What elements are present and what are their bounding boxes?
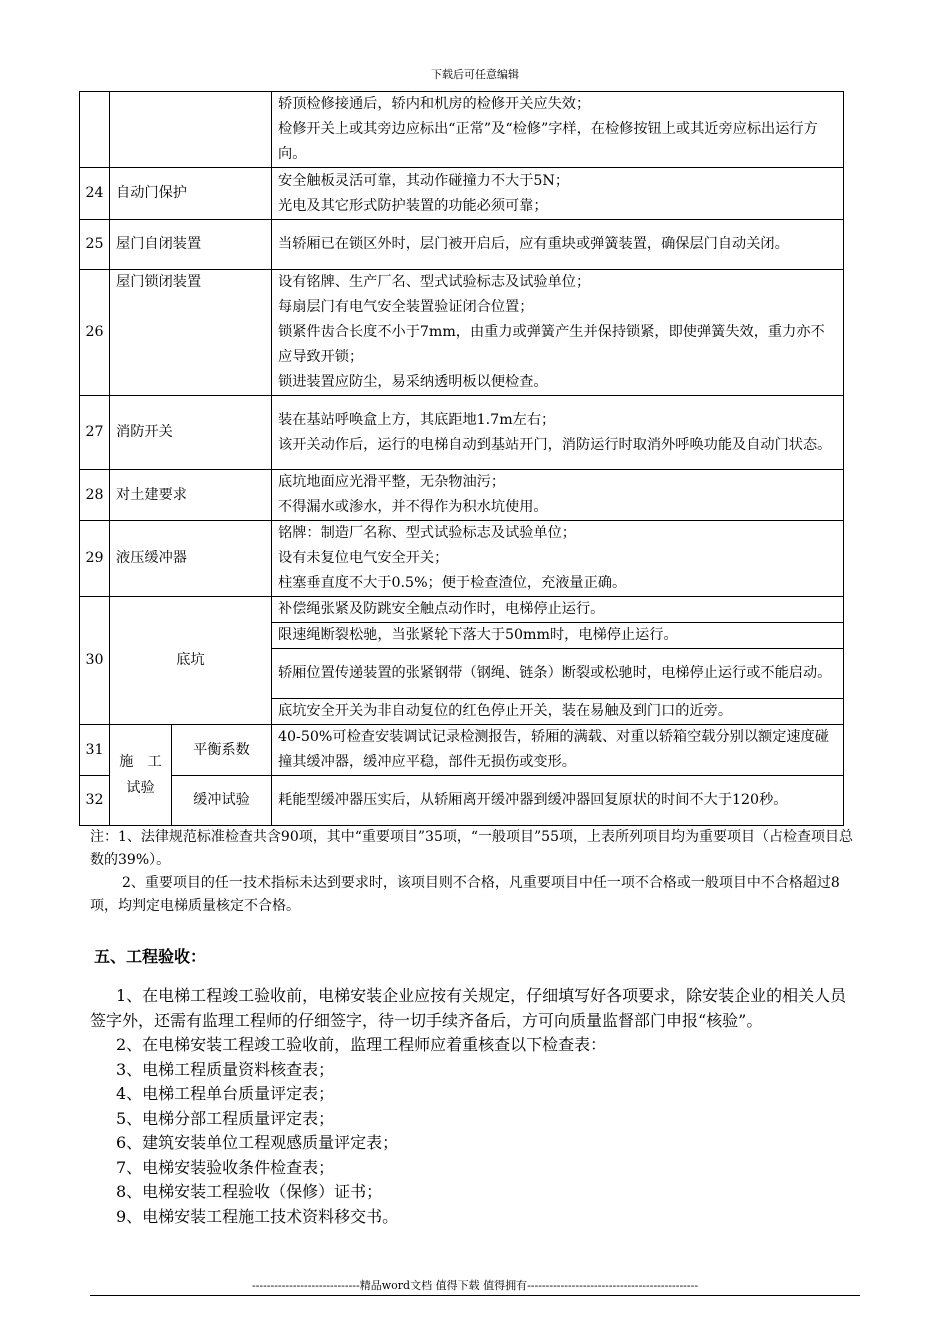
row-number-cell: 29 xyxy=(80,521,110,597)
paragraph: 5、电梯分部工程质量评定表； xyxy=(116,1108,335,1128)
requirement-line: 当轿厢已在锁区外时，层门被开启后，应有重块或弹簧装置，确保层门自动关闭。 xyxy=(278,236,789,252)
row-number-cell: 24 xyxy=(80,168,110,220)
requirement-line: 装在基站呼唤盒上方，其底距地1.7m左右； xyxy=(278,411,556,428)
row-number-cell: 25 xyxy=(80,220,110,270)
requirement-line: 锁紧件齿合长度不小于7mm，由重力或弹簧产生并保持锁紧，即使弹簧失效，重力亦不应导致开锁； xyxy=(278,324,825,365)
requirement-cell: 底坑安全开关为非自动复位的红色停止开关，装在易触及到门口的近旁。 xyxy=(272,699,844,725)
item-cell: 屋门自闭装置 xyxy=(110,220,272,270)
requirement-cell xyxy=(272,220,844,270)
table-notes xyxy=(90,826,860,918)
table-row xyxy=(80,776,844,826)
requirement-line: 锁进装置应防尘，易采纳透明板以便检查。 xyxy=(278,374,548,390)
requirement-line: 柱塞垂直度不大于0.5%；便于检查渣位，充液量正确。 xyxy=(278,575,627,591)
item-cell: 屋门锁闭装置 xyxy=(110,270,272,396)
item-cell: 底坑 xyxy=(110,597,272,725)
table-row xyxy=(80,470,844,521)
requirement-cell: 耗能型缓冲器压实后，从轿厢离开缓冲器到缓冲器回复原状的时间不大于120秒。 xyxy=(272,776,844,826)
requirement-line: 每扇层门有电气安全装置验证闭合位置； xyxy=(278,299,534,315)
requirement-line: 该开关动作后，运行的电梯自动到基站开门，消防运行时取消外呼唤功能及自动门状态。 xyxy=(278,436,832,453)
inspection-table xyxy=(79,91,844,826)
row-number-cell: 27 xyxy=(80,396,110,470)
requirement-cell xyxy=(272,396,844,470)
table-row xyxy=(80,396,844,470)
requirement-cell: 40-50%可检查安装调试记录检测报告，轿厢的满载、对重以轿箱空载分别以额定速度碰撞其缓冲器，缓冲应平稳，部件无损伤或变形。 xyxy=(272,725,844,776)
requirement-line: 光电及其它形式防护装置的功能必须可靠； xyxy=(278,197,548,214)
row-number-cell: 31 xyxy=(80,725,110,776)
paragraph: 8、电梯安装工程验收（保修）证书； xyxy=(116,1182,383,1201)
requirement-line: 不得漏水或渗水，并不得作为积水坑使用。 xyxy=(278,499,548,515)
paragraph: 3、电梯工程质量资料核查表； xyxy=(116,1059,335,1079)
footer-divider xyxy=(90,1295,860,1296)
table-row xyxy=(80,92,844,168)
group-cell: 施 工 试验 xyxy=(110,725,172,826)
section-title: 五、工程验收： xyxy=(94,947,207,966)
requirement-cell: 限速绳断裂松驰，当张紧轮下落大于50mm时，电梯停止运行。 xyxy=(272,623,844,649)
requirement-line: 轿顶检修接通后，轿内和机房的检修开关应失效； xyxy=(278,96,591,112)
requirement-line: 检修开关上或其旁边应标出“正常”及“检修”字样，在检修按钮上或其近旁应标出运行方向。 xyxy=(278,121,818,162)
row-number-cell: 32 xyxy=(80,776,110,826)
requirement-line: 安全触板灵活可靠，其动作碰撞力不大于5N； xyxy=(278,172,570,189)
header-note: 下载后可任意编辑 xyxy=(431,68,519,81)
requirement-cell xyxy=(272,92,844,168)
note-2: 2、重要项目的任一技术指标未达到要求时，该项目则不合格，凡重要项目中任一项不合格或一般项目中不合格超过8项，均判定电梯质量核定不合格。 xyxy=(90,875,840,914)
table-row xyxy=(80,168,844,220)
requirement-line: 底坑地面应光滑平整，无杂物油污； xyxy=(278,474,506,490)
table-row xyxy=(80,725,844,776)
note-1: 注：1、法律规范标准检查共含90项，其中“重要项目”35项，“一般项目”55项，上表所列项目均为重要项目（占检查项目总数的39%）。 xyxy=(90,829,853,868)
requirement-line: 铭牌：制造厂名称、型式试验标志及试验单位； xyxy=(278,525,576,541)
requirement-cell xyxy=(272,168,844,220)
paragraph: 9、电梯安装工程施工技术资料移交书。 xyxy=(116,1206,399,1226)
item-cell xyxy=(110,92,272,168)
item-cell: 自动门保护 xyxy=(110,168,272,220)
requirement-line: 设有未复位电气安全开关； xyxy=(278,550,449,566)
row-number-cell: 30 xyxy=(80,597,110,725)
paragraph: 2、在电梯安装工程竣工验收前，监理工程师应着重核查以下检查表： xyxy=(116,1035,607,1054)
requirement-cell xyxy=(272,270,844,396)
item-cell: 消防开关 xyxy=(110,396,272,470)
table-row xyxy=(80,597,844,623)
item-cell: 液压缓冲器 xyxy=(110,521,272,597)
requirement-cell xyxy=(272,470,844,521)
requirement-line: 设有铭牌、生产厂名、型式试验标志及试验单位； xyxy=(278,274,591,290)
requirement-cell xyxy=(272,521,844,597)
item-cell: 缓冲试验 xyxy=(172,776,272,826)
requirement-cell: 轿厢位置传递装置的张紧钢带（钢绳、链条）断裂或松驰时，电梯停止运行或不能启动。 xyxy=(272,649,844,699)
table-row xyxy=(80,220,844,270)
paragraph: 7、电梯安装验收条件检查表； xyxy=(116,1157,335,1177)
footer-text: -----------------------------精品word文档 值得下载 值得拥有---------------------------------------------- xyxy=(251,1279,699,1292)
requirement-cell: 补偿绳张紧及防跳安全触点动作时，电梯停止运行。 xyxy=(272,597,844,623)
table-row xyxy=(80,521,844,597)
paragraph: 6、建筑安装单位工程观感质量评定表； xyxy=(116,1133,399,1152)
item-cell: 平衡系数 xyxy=(172,725,272,776)
item-cell: 对土建要求 xyxy=(110,470,272,521)
table-row xyxy=(80,270,844,396)
paragraph: 1、在电梯工程竣工验收前，电梯安装企业应按有关规定，仔细填写好各项要求，除安装企业的相关人员签字外，还需有监理工程师的仔细签字，待一切手续齐备后，方可向质量监督部门申报“核验”。 xyxy=(90,986,847,1030)
acceptance-paragraphs xyxy=(90,984,860,1229)
row-number-cell: 26 xyxy=(80,270,110,396)
paragraph: 4、电梯工程单台质量评定表； xyxy=(116,1084,335,1103)
row-number-cell xyxy=(80,92,110,168)
row-number-cell: 28 xyxy=(80,470,110,521)
